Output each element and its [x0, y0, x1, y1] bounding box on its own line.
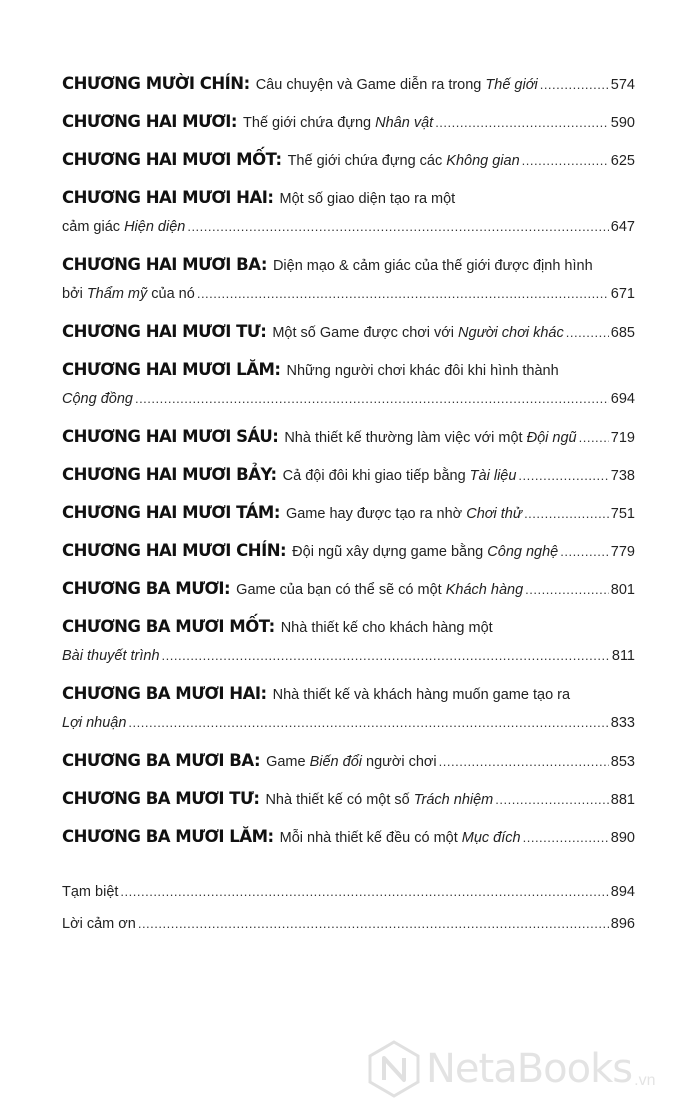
chapter-title: CHƯƠNG HAI MƯƠI TƯ: [62, 322, 267, 341]
chapter-description [286, 360, 558, 383]
page-number: 719 [610, 430, 635, 446]
chapter-title: CHƯƠNG BA MƯƠI HAI: [62, 684, 267, 703]
chapter-title: CHƯƠNG MƯỜI CHÍN: [62, 74, 250, 93]
toc-entry[interactable] [62, 320, 635, 343]
chapter-description [243, 112, 433, 135]
description-italic: Thế giới [485, 77, 538, 93]
leader-dots [522, 149, 609, 172]
description-italic: Hiện diện [124, 219, 186, 235]
description-text: Nhà thiết kế cho khách hàng một [280, 620, 493, 636]
page-number: 801 [610, 582, 635, 598]
toc-entry[interactable] [62, 787, 635, 810]
page-number: 894 [610, 884, 635, 900]
page-number: 833 [610, 715, 635, 731]
description-italic: Tài liệu [469, 468, 517, 484]
leader-dots [435, 111, 609, 134]
chapter-title: CHƯƠNG BA MƯƠI TƯ: [62, 789, 260, 808]
chapter-title: CHƯƠNG HAI MƯƠI HAI: [62, 188, 274, 207]
toc-line [62, 425, 635, 448]
leader-dots [439, 750, 609, 773]
toc-line [62, 825, 635, 848]
page-number: 896 [610, 916, 635, 932]
chapter-description [286, 503, 522, 526]
description-italic: Người chơi khác [458, 325, 564, 341]
chapter-description [236, 579, 523, 602]
toc-line [62, 711, 635, 734]
chapter-title: CHƯƠNG HAI MƯƠI TÁM: [62, 503, 280, 522]
description-text: Câu chuyện và Game diễn ra trong [255, 77, 486, 93]
leader-dots [524, 502, 609, 525]
leader-dots [128, 711, 608, 734]
toc-entry[interactable] [62, 186, 635, 238]
toc-entry[interactable] [62, 501, 635, 524]
back-matter-entry[interactable] [62, 880, 635, 903]
toc-line [62, 539, 635, 562]
description-italic: Trách nhiệm [413, 792, 494, 808]
page-number: 574 [610, 77, 635, 93]
chapter-description [62, 283, 195, 306]
back-matter [62, 880, 635, 944]
leader-dots [187, 215, 608, 238]
chapter-description [256, 74, 538, 97]
page-number: 647 [610, 219, 635, 235]
description-italic: Mục đích [461, 830, 521, 846]
leader-dots [162, 644, 610, 667]
chapter-title: CHƯƠNG HAI MƯƠI LĂM: [62, 360, 281, 379]
description-text: Diện mạo & cảm giác của thế giới được định hình [272, 258, 593, 274]
leader-dots [525, 578, 609, 601]
page-number: 881 [610, 792, 635, 808]
page-number: 779 [610, 544, 635, 560]
toc-entry[interactable] [62, 110, 635, 133]
page-number: 671 [610, 286, 635, 302]
description-italic: Chơi thử [466, 506, 523, 522]
toc-line [62, 463, 635, 486]
toc-entry[interactable] [62, 463, 635, 486]
page-number: 890 [610, 830, 635, 846]
description-text: Mỗi nhà thiết kế đều có một [279, 830, 462, 846]
chapter-description [273, 684, 570, 707]
table-of-contents [62, 72, 635, 863]
description-italic: Nhân vật [375, 115, 434, 131]
toc-line [62, 749, 635, 772]
description-text: Đội ngũ xây dựng game bằng [292, 544, 488, 560]
leader-dots [495, 788, 609, 811]
chapter-description [62, 216, 185, 239]
chapter-title: CHƯƠNG BA MƯƠI: [62, 579, 231, 598]
chapter-title: CHƯƠNG BA MƯƠI MỐT: [62, 617, 275, 636]
toc-entry[interactable] [62, 148, 635, 171]
chapter-title: CHƯƠNG HAI MƯƠI: [62, 112, 238, 131]
toc-line [62, 186, 635, 209]
leader-dots [120, 880, 608, 903]
description-text: Một số Game được chơi với [272, 325, 459, 341]
toc-line [62, 148, 635, 171]
description-italic: Bài thuyết trình [62, 648, 160, 664]
description-text: Thế giới chứa đựng các [287, 153, 447, 169]
leader-dots [560, 540, 609, 563]
toc-entry[interactable] [62, 253, 635, 305]
toc-line [62, 320, 635, 343]
toc-entry[interactable] [62, 425, 635, 448]
toc-line [62, 501, 635, 524]
chapter-title: CHƯƠNG HAI MƯƠI BA: [62, 255, 267, 274]
leader-dots [138, 912, 609, 935]
toc-line [62, 282, 635, 305]
description-text: Nhà thiết kế có một số [265, 792, 414, 808]
description-text: Game hay được tạo ra nhờ [285, 506, 467, 522]
page-number: 853 [610, 754, 635, 770]
chapter-description [281, 617, 493, 640]
page-number: 694 [610, 391, 635, 407]
description-text: cảm giác [62, 219, 125, 235]
description-text: Nhà thiết kế và khách hàng muốn game tạo ra [272, 687, 571, 703]
toc-entry[interactable] [62, 358, 635, 410]
back-matter-entry[interactable] [62, 912, 635, 935]
description-text: của nó [147, 286, 195, 302]
description-italic: Lợi nhuận [62, 715, 127, 731]
chapter-description [284, 427, 576, 450]
description-italic: Cộng đồng [62, 391, 133, 407]
description-text: Một số giao diện tạo ra một [279, 191, 456, 207]
chapter-description [273, 255, 593, 278]
description-text: Thế giới chứa đựng [243, 115, 376, 131]
page-number: 811 [611, 648, 635, 664]
watermark-brand: NetaBooks [426, 1046, 633, 1092]
page-number: 751 [610, 506, 635, 522]
toc-line [62, 358, 635, 381]
description-italic: Không gian [446, 153, 520, 169]
chapter-description [292, 541, 558, 564]
toc-line [62, 253, 635, 276]
description-italic: Công nghệ [487, 544, 559, 560]
toc-line [62, 644, 635, 667]
page-number: 738 [610, 468, 635, 484]
toc-line [62, 110, 635, 133]
leader-dots [523, 826, 609, 849]
chapter-title: CHƯƠNG BA MƯƠI LĂM: [62, 827, 274, 846]
description-italic: Đội ngũ [526, 430, 577, 446]
description-text: Cả đội đôi khi giao tiếp bằng [282, 468, 470, 484]
chapter-description [62, 388, 133, 411]
chapter-description [265, 789, 493, 812]
page-number: 685 [610, 325, 635, 341]
chapter-title: CHƯƠNG HAI MƯƠI BẢY: [62, 465, 277, 484]
toc-entry[interactable] [62, 749, 635, 772]
toc-line [62, 72, 635, 95]
back-matter-label: Tạm biệt [62, 884, 119, 900]
toc-entry[interactable] [62, 577, 635, 600]
leader-dots [579, 426, 609, 449]
description-text: Game của bạn có thể sẽ có một [236, 582, 446, 598]
description-italic: Biến đổi [309, 754, 362, 770]
leader-dots [540, 73, 609, 96]
watermark [368, 1040, 655, 1098]
toc-line [62, 387, 635, 410]
leader-dots [197, 282, 609, 305]
chapter-title: CHƯƠNG HAI MƯƠI CHÍN: [62, 541, 287, 560]
chapter-description [266, 751, 437, 774]
chapter-description [280, 188, 456, 211]
leader-dots [135, 387, 609, 410]
toc-entry[interactable] [62, 615, 635, 667]
chapter-description [62, 645, 160, 668]
toc-line [62, 615, 635, 638]
toc-line [62, 787, 635, 810]
chapter-title: CHƯƠNG HAI MƯƠI SÁU: [62, 427, 279, 446]
description-text: người chơi [361, 754, 437, 770]
page-number: 590 [610, 115, 635, 131]
back-matter-label: Lời cảm ơn [62, 916, 136, 932]
watermark-tld: .vn [634, 1072, 656, 1089]
chapter-description [283, 465, 517, 488]
description-italic: Thẩm mỹ [86, 286, 148, 302]
netabooks-logo-icon [368, 1040, 420, 1098]
leader-dots [566, 321, 609, 344]
chapter-title: CHƯƠNG HAI MƯƠI MỐT: [62, 150, 282, 169]
description-text: Nhà thiết kế thường làm việc với một [284, 430, 527, 446]
description-italic: Khách hàng [445, 582, 524, 598]
description-text: bởi [62, 286, 87, 302]
chapter-description [272, 322, 563, 345]
toc-entry[interactable] [62, 539, 635, 562]
description-text: Game [266, 754, 310, 770]
toc-entry[interactable] [62, 72, 635, 95]
chapter-description [62, 712, 126, 735]
toc-line [62, 577, 635, 600]
toc-line [62, 215, 635, 238]
chapter-description [288, 150, 520, 173]
toc-entry[interactable] [62, 682, 635, 734]
description-text: Những người chơi khác đôi khi hình thành [286, 363, 559, 379]
page-number: 625 [610, 153, 635, 169]
toc-line [62, 682, 635, 705]
leader-dots [518, 464, 608, 487]
chapter-description [280, 827, 521, 850]
chapter-title: CHƯƠNG BA MƯƠI BA: [62, 751, 261, 770]
toc-entry[interactable] [62, 825, 635, 848]
